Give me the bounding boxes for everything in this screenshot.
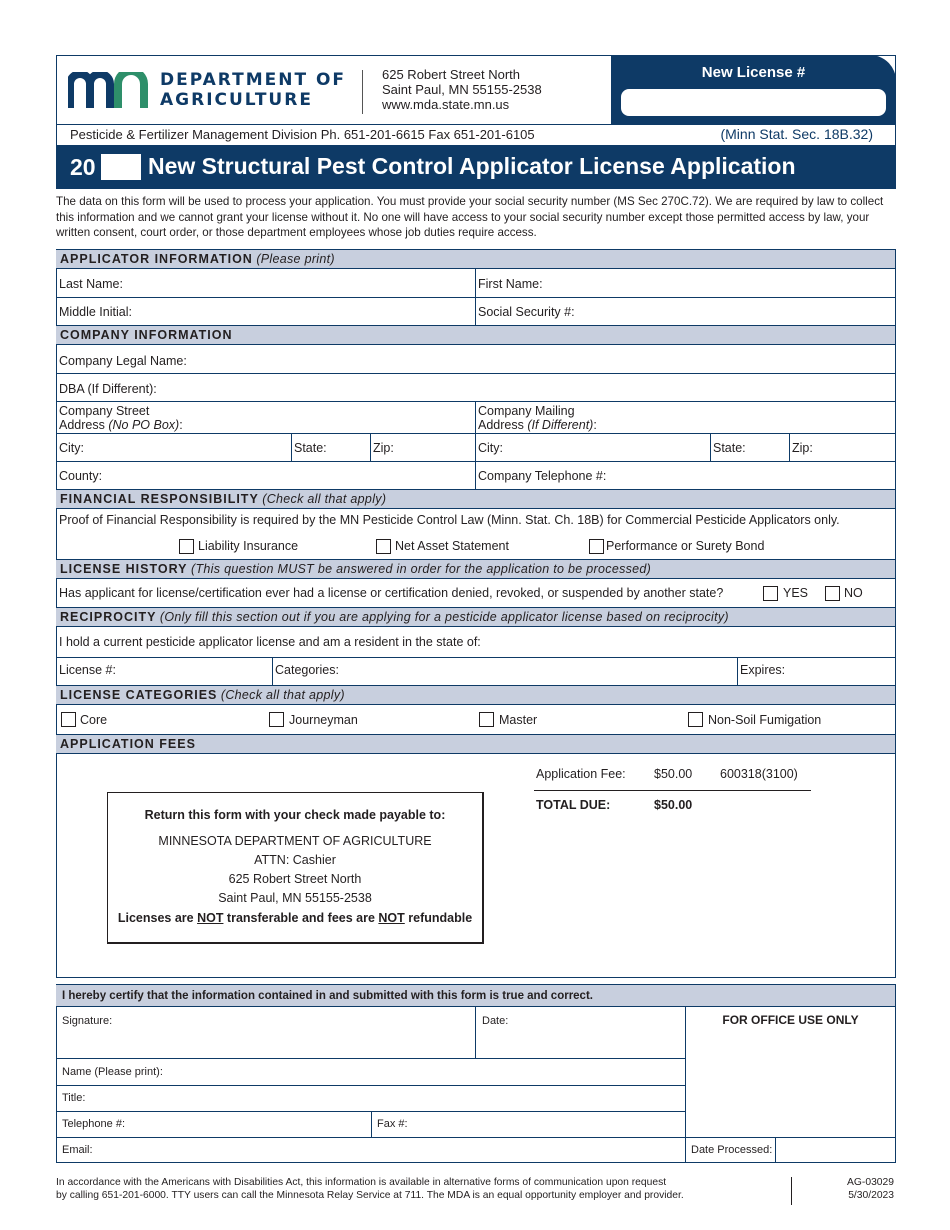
master-label: Master xyxy=(499,713,538,727)
ssn-field[interactable]: Social Security #: xyxy=(478,305,575,319)
return-line1: MINNESOTA DEPARTMENT OF AGRICULTURE xyxy=(158,834,432,848)
county-field[interactable]: County: xyxy=(59,469,103,483)
history-no-checkbox[interactable] xyxy=(825,586,840,601)
mailing-state-field[interactable]: State: xyxy=(713,441,746,455)
statute-ref: (Minn Stat. Sec. 18B.32) xyxy=(720,126,873,142)
intro-text: The data on this form will be used to process your application. You must provide your social security number (MS Sec 270C.72). We are required by law to collect this information and we cannot grant your license without it. No one will have access to your social security number except those permitted access by law, your written consent, court order, or those department employees whose job duties require access. xyxy=(56,195,884,239)
dept-name xyxy=(160,70,346,110)
return-instructions-box xyxy=(107,792,484,944)
rule xyxy=(370,433,371,462)
rule xyxy=(272,657,273,685)
date-processed-row xyxy=(686,1137,895,1163)
fax-field[interactable]: Fax #: xyxy=(377,1118,408,1130)
last-name-field[interactable]: Last Name: xyxy=(59,277,123,291)
state-field[interactable]: State: xyxy=(294,441,327,455)
dept-line1: DEPARTMENT OF xyxy=(160,70,347,90)
reciprocity-state-field[interactable]: I hold a current pesticide applicator license and am a resident in the state of: xyxy=(59,635,481,649)
section-history: LICENSE HISTORY (This question MUST be answered in order for the application to be processed) xyxy=(56,559,895,579)
liability-insurance-label: Liability Insurance xyxy=(198,539,299,553)
office-use-label: FOR OFFICE USE ONLY xyxy=(722,1013,859,1027)
return-line4: Saint Paul, MN 55155-2538 xyxy=(218,891,372,905)
surety-bond-checkbox[interactable] xyxy=(589,539,604,554)
section-fees: APPLICATION FEES xyxy=(56,734,895,754)
first-name-field[interactable]: First Name: xyxy=(478,277,543,291)
name-field[interactable]: Name (Please print): xyxy=(62,1066,163,1078)
company-mailing-field[interactable]: Company Mailing Address (If Different): xyxy=(478,404,597,432)
fee-rule xyxy=(534,790,811,791)
fee-amount: $50.00 xyxy=(654,767,693,781)
city-field[interactable]: City: xyxy=(59,441,84,455)
form-date: 5/30/2023 xyxy=(848,1190,894,1201)
mailing-zip-field[interactable]: Zip: xyxy=(792,441,813,455)
fee-label: Application Fee: xyxy=(536,767,626,781)
rule xyxy=(475,269,476,325)
rule xyxy=(56,373,896,374)
return-title: Return this form with your check made payable to: xyxy=(144,808,446,822)
title-field[interactable]: Title: xyxy=(62,1092,86,1104)
middle-initial-field[interactable]: Middle Initial: xyxy=(59,305,132,319)
journeyman-checkbox[interactable] xyxy=(269,712,284,727)
year-prefix: 20 xyxy=(70,154,96,180)
rule xyxy=(56,657,896,658)
date-processed-label: Date Processed: xyxy=(691,1144,773,1156)
section-company: COMPANY INFORMATION xyxy=(56,325,895,345)
new-license-label: New License # xyxy=(701,64,806,81)
new-license-panel xyxy=(611,55,896,124)
rule xyxy=(475,401,476,490)
return-line2: ATTN: Cashier xyxy=(254,853,336,867)
mn-logo-icon xyxy=(68,72,150,108)
return-line3: 625 Robert Street North xyxy=(228,872,362,886)
net-asset-checkbox[interactable] xyxy=(376,539,391,554)
date-processed-field[interactable] xyxy=(775,1138,893,1162)
master-checkbox[interactable] xyxy=(479,712,494,727)
company-street-field[interactable]: Company Street Address (No PO Box): xyxy=(59,404,183,432)
total-label: TOTAL DUE: xyxy=(536,798,611,812)
rule xyxy=(371,1111,372,1137)
section-financial: FINANCIAL RESPONSIBILITY (Check all that apply) xyxy=(56,489,895,509)
rule xyxy=(56,1085,686,1086)
division-info: Pesticide & Fertilizer Management Division Ph. 651-201-6615 Fax 651-201-6105 xyxy=(70,127,535,142)
reciprocity-expires-field[interactable]: Expires: xyxy=(740,663,786,677)
rule xyxy=(56,461,896,462)
non-soil-fumigation-checkbox[interactable] xyxy=(688,712,703,727)
website: www.mda.state.mn.us xyxy=(382,97,510,112)
surety-bond-label: Performance or Surety Bond xyxy=(606,539,765,553)
reciprocity-categories-field[interactable]: Categories: xyxy=(275,663,339,677)
new-license-input[interactable] xyxy=(621,89,886,116)
form-id xyxy=(800,1176,894,1202)
address-line2: Saint Paul, MN 55155-2538 xyxy=(382,82,542,97)
history-no-label: NO xyxy=(844,586,863,600)
liability-insurance-checkbox[interactable] xyxy=(179,539,194,554)
ada-notice xyxy=(56,1176,684,1202)
dba-field[interactable]: DBA (If Different): xyxy=(59,382,157,396)
company-legal-name-field[interactable]: Company Legal Name: xyxy=(59,354,187,368)
title-bar xyxy=(56,145,896,189)
dept-line2: AGRICULTURE xyxy=(160,90,313,110)
email-field[interactable]: Email: xyxy=(62,1144,93,1156)
fee-code: 600318(3100) xyxy=(720,767,798,781)
non-soil-fumigation-label: Non-Soil Fumigation xyxy=(708,713,822,727)
rule xyxy=(291,433,292,462)
section-applicator: APPLICATOR INFORMATION (Please print) xyxy=(56,249,895,269)
journeyman-label: Journeyman xyxy=(289,713,358,727)
ada-line1: In accordance with the Americans with Disabilities Act, this information is available in alternative forms of communication upon request xyxy=(56,1177,667,1188)
rule xyxy=(56,401,896,402)
reciprocity-license-field[interactable]: License #: xyxy=(59,663,116,677)
certify-heading: I hereby certify that the information contained in and submitted with this form is true and correct. xyxy=(56,984,895,1007)
core-checkbox[interactable] xyxy=(61,712,76,727)
financial-text: Proof of Financial Responsibility is required by the MN Pesticide Control Law (Minn. Stat. Ch. 18B) for Commercial Pesticide Applicators only. xyxy=(59,513,840,527)
rule xyxy=(56,1137,686,1138)
section-categories: LICENSE CATEGORIES (Check all that apply) xyxy=(56,685,895,705)
date-field[interactable]: Date: xyxy=(482,1015,509,1027)
footer-divider xyxy=(791,1177,792,1205)
mda-logo xyxy=(68,70,348,112)
zip-field[interactable]: Zip: xyxy=(373,441,394,455)
mailing-city-field[interactable]: City: xyxy=(478,441,503,455)
rule xyxy=(737,657,738,685)
rule xyxy=(475,1007,476,1059)
history-question: Has applicant for license/certification ever had a license or certification denied, revoked, or suspended by another state? xyxy=(59,586,724,600)
history-yes-checkbox[interactable] xyxy=(763,586,778,601)
net-asset-label: Net Asset Statement xyxy=(395,539,509,553)
section-reciprocity: RECIPROCITY (Only fill this section out if you are applying for a pesticide applicator license based on reciprocity) xyxy=(56,607,895,627)
signature-field[interactable]: Signature: xyxy=(62,1015,113,1027)
address-line1: 625 Robert Street North xyxy=(382,67,521,82)
rule xyxy=(56,1058,686,1059)
core-label: Core xyxy=(80,713,108,727)
year-input[interactable] xyxy=(101,154,141,180)
ada-line2: by calling 651-201-6000. TTY users can call the Minnesota Relay Service at 711. The MDA is an equal opportunity employer and provider. xyxy=(56,1190,684,1201)
rule xyxy=(56,433,896,434)
total-amount: $50.00 xyxy=(654,798,693,812)
rule xyxy=(56,297,896,298)
form-number: AG-03029 xyxy=(847,1177,894,1188)
dept-address xyxy=(382,67,542,112)
refund-notice: Licenses are NOT transferable and fees are NOT refundable xyxy=(117,911,473,925)
company-telephone-field[interactable]: Company Telephone #: xyxy=(478,469,607,483)
page-title: New Structural Pest Control Applicator License Application xyxy=(148,153,796,179)
rule xyxy=(789,433,790,462)
telephone-field[interactable]: Telephone #: xyxy=(62,1118,125,1130)
rule xyxy=(710,433,711,462)
history-yes-label: YES xyxy=(783,586,809,600)
header-divider xyxy=(362,70,363,114)
division-bar xyxy=(56,124,896,145)
